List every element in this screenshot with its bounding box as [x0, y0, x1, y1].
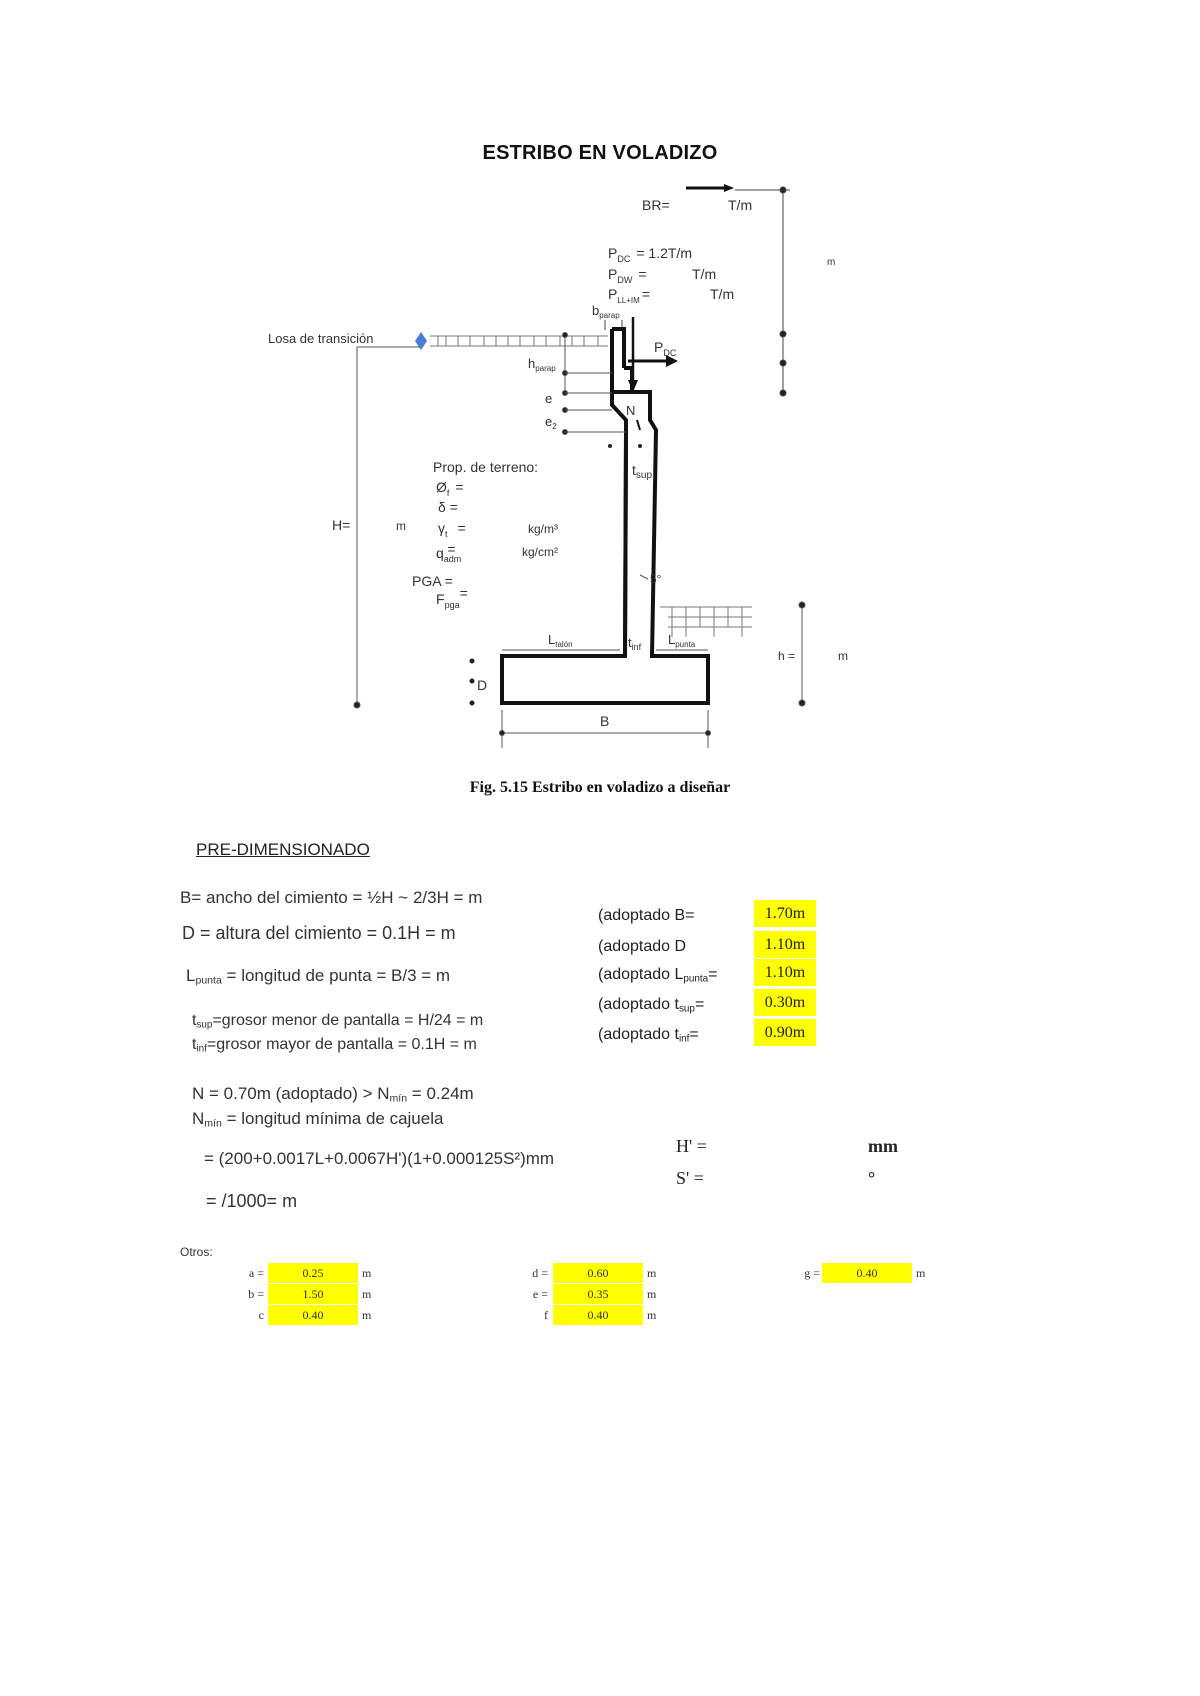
- e-label: e: [545, 391, 553, 406]
- transition-slab-hatch: [430, 336, 608, 346]
- otros-c-unit: m: [362, 1308, 372, 1322]
- adopted-tsup-label-post: =: [694, 996, 705, 1013]
- lpunta-formula-sub: punta: [195, 974, 222, 987]
- adopted-lpunta-label: [598, 966, 718, 984]
- gamma-unit: kg/m³: [528, 522, 558, 536]
- pdw-label: $P_{DW}$ =: [608, 266, 647, 285]
- qadm-label: $q_{adm}=$: [436, 541, 462, 564]
- qadm-unit: kg/cm²: [522, 545, 558, 559]
- adopted-b-value: 1.70m: [754, 900, 816, 927]
- br-unit: T/m: [728, 197, 753, 213]
- otros-f-label: f: [544, 1308, 548, 1322]
- n-formula-post: = 0.24m: [407, 1084, 474, 1103]
- pll-unit: T/m: [710, 286, 735, 302]
- otros-d-value: 0.60: [553, 1263, 643, 1283]
- n-formula: [192, 1084, 474, 1105]
- figure-caption: Fig. 5.15 Estribo en voladizo a diseñar: [469, 779, 731, 796]
- n-formula-pre: N = 0.70m (adoptado) > N: [192, 1084, 390, 1103]
- otros-b-value: 1.50: [268, 1284, 358, 1304]
- nmin-expression: = (200+0.0017L+0.0067H')(1+0.000125S²)mm: [204, 1149, 555, 1168]
- nmin-result: = /1000= m: [206, 1191, 298, 1211]
- otros-f-value: 0.40: [553, 1305, 643, 1325]
- abutment-drawing: [0, 0, 1200, 760]
- prop-title: Prop. de terreno:: [433, 459, 539, 475]
- d-dimension: [470, 659, 475, 706]
- gamma-label: $\gamma_t$ =: [438, 520, 466, 539]
- br-label: BR=: [642, 197, 670, 213]
- otros-d-label: d =: [532, 1266, 548, 1280]
- hsoil-label: h =: [778, 649, 796, 663]
- otros-a-label: a =: [248, 1266, 264, 1280]
- otros-c-value: 0.40: [268, 1305, 358, 1325]
- tsup-formula: [192, 1012, 483, 1030]
- otros-f-unit: m: [647, 1308, 657, 1322]
- adopted-d-value: 1.10m: [754, 931, 816, 958]
- stem-inner: [637, 420, 640, 430]
- angle-tick: [640, 575, 648, 579]
- adopted-tsup-value: 0.30m: [754, 989, 816, 1016]
- tinf-formula-sub: inf: [196, 1043, 207, 1055]
- br-arrow-head: [724, 184, 734, 192]
- tinf-label: $t_{inf}$: [628, 635, 642, 652]
- h-star-label: H' =: [676, 1136, 707, 1156]
- otros-b-label: b =: [248, 1287, 264, 1301]
- otros-c-label: c: [258, 1308, 264, 1322]
- otros-e-value: 0.35: [553, 1284, 643, 1304]
- predim-heading: PRE-DIMENSIONADO: [196, 840, 370, 859]
- hparap-label: $h_{parap}$: [528, 356, 556, 373]
- n-label: N: [626, 403, 636, 418]
- h-label: H=: [332, 517, 351, 533]
- tinf-formula-pre: t: [192, 1036, 197, 1053]
- otros-a-value: 0.25: [268, 1263, 358, 1283]
- pdc-right-label: $P_{DC}$: [654, 339, 677, 358]
- nmin-definition-pre: N: [192, 1109, 205, 1128]
- tinf-formula: [192, 1036, 477, 1054]
- otros-g-label: g =: [804, 1266, 820, 1280]
- tsup-label: $t_{sup}$: [632, 462, 653, 481]
- h-unit: m: [396, 519, 406, 533]
- top-dimension-line: [735, 187, 790, 396]
- delta-label: δ =: [438, 499, 458, 515]
- otros-e-unit: m: [647, 1287, 657, 1301]
- page-title: ESTRIBO EN VOLADIZO: [482, 142, 718, 164]
- lpunta-formula-post: = longitud de punta = B/3 = m: [221, 966, 451, 985]
- adopted-tinf-value: 0.90m: [754, 1019, 816, 1046]
- hsoil-unit: m: [838, 649, 848, 663]
- pga-label: PGA =: [412, 573, 453, 589]
- b-label: B: [600, 713, 610, 729]
- adopted-tinf-label: [598, 1026, 699, 1044]
- h-dimension-line: [354, 347, 420, 708]
- otros-d-unit: m: [647, 1266, 657, 1280]
- fpga-label: $F_{pga}=$: [436, 585, 468, 610]
- losa-label: Losa de transición: [268, 331, 374, 346]
- adopted-lpunta-label-post: =: [708, 966, 718, 983]
- adopted-tsup-label-sub: sup: [678, 1003, 695, 1015]
- pll-label: $P_{LL+IM}$ =: [608, 286, 650, 305]
- hsoil-dimension-line: [799, 602, 805, 706]
- nmin-definition-post: = longitud mínima de cajuela: [221, 1109, 444, 1128]
- s-star-label: S' =: [676, 1168, 704, 1188]
- tsup-formula-post: =grosor menor de pantalla = H/24 = m: [212, 1012, 484, 1029]
- otros-title: Otros:: [180, 1245, 213, 1259]
- pdc-label: $P_{DC} = 1.2T/m$: [608, 245, 692, 264]
- top-dim-unit: m: [827, 257, 836, 268]
- otros-g-value: 0.40: [822, 1263, 912, 1283]
- lpunta-formula-pre: L: [186, 966, 196, 985]
- tsup-formula-pre: t: [192, 1012, 197, 1029]
- n-formula-sub: mín: [389, 1092, 408, 1105]
- otros-e-label: e =: [532, 1287, 548, 1301]
- adopted-lpunta-label-pre: (adoptado L: [598, 966, 684, 983]
- adopted-lpunta-value: 1.10m: [754, 959, 816, 986]
- adopted-tsup-label: [598, 996, 704, 1014]
- lpunta-formula: [186, 966, 450, 987]
- otros-a-unit: m: [362, 1266, 372, 1280]
- nmin-definition-sub: mín: [204, 1117, 222, 1130]
- hparap-dimension: [563, 333, 627, 435]
- bparap-label: $b_{parap}$: [592, 303, 620, 320]
- d-formula: D = altura del cimiento = 0.1H = m: [182, 923, 456, 943]
- talon-label: $L_{talón}$: [548, 632, 573, 649]
- adopted-tinf-label-post: =: [689, 1026, 699, 1043]
- otros-b-unit: m: [362, 1287, 372, 1301]
- b-formula: B= ancho del cimiento = ½H ~ 2/3H = m: [180, 888, 483, 907]
- tsup-formula-sub: sup: [196, 1019, 213, 1031]
- s-star-unit: °: [868, 1168, 876, 1188]
- adopted-lpunta-label-sub: punta: [683, 973, 709, 985]
- nmin-definition: [192, 1109, 443, 1130]
- adopted-tsup-label-pre: (adoptado t: [598, 996, 679, 1013]
- adopted-tinf-label-sub: inf: [678, 1033, 690, 1045]
- e2-label: $e_2$: [545, 414, 557, 431]
- h-star-unit: mm: [868, 1136, 898, 1156]
- adopted-b-label: (adoptado B=: [598, 907, 695, 924]
- adopted-tinf-label-pre: (adoptado t: [598, 1026, 679, 1043]
- angle-label: 5°: [650, 572, 662, 586]
- tinf-formula-post: =grosor mayor de pantalla = 0.1H = m: [206, 1036, 477, 1053]
- otros-g-unit: m: [916, 1266, 926, 1280]
- d-label: D: [477, 677, 488, 693]
- pdw-unit: T/m: [692, 266, 717, 282]
- punta-label: $L_{punta}$: [668, 632, 696, 649]
- phi-label: $Ø_f$ =: [436, 479, 464, 498]
- adopted-d-label: (adoptado D: [598, 938, 687, 955]
